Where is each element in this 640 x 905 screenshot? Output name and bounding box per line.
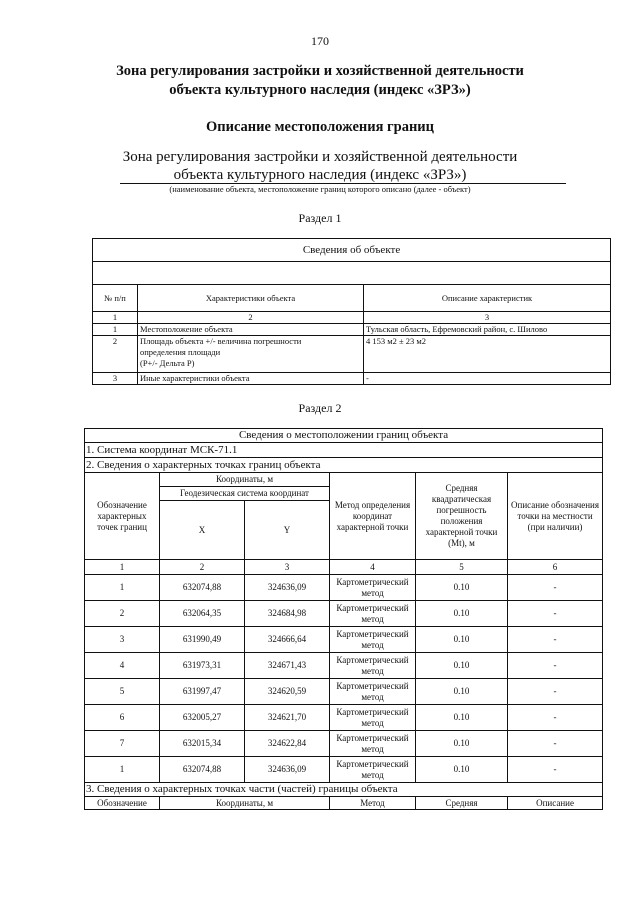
section-1-heading: Раздел 1 — [298, 211, 342, 225]
method-line-1: Картометрический — [336, 706, 409, 717]
point-y: 324671,43 — [245, 653, 330, 679]
method-line-1: Картометрический — [336, 576, 409, 587]
method-line-1: Картометрический — [336, 680, 409, 691]
object-name — [0, 148, 640, 184]
page-number: 170 — [311, 34, 329, 48]
point-x: 632074,88 — [160, 757, 245, 783]
object-info-table — [92, 238, 611, 385]
boundary-points-table — [84, 428, 603, 810]
col-number-4: 4 — [330, 560, 416, 575]
footer-error: Средняя — [416, 797, 508, 810]
col-number-2: 2 — [160, 560, 245, 575]
point-error: 0.10 — [416, 731, 508, 757]
point-error: 0.10 — [416, 575, 508, 601]
row-no: 1 — [93, 324, 138, 336]
method-line-2: метод — [361, 717, 384, 728]
table-row — [85, 679, 603, 705]
header-point-designation: Обозначение характерных точек границ — [85, 473, 160, 560]
table-row — [85, 575, 603, 601]
points-body — [85, 575, 603, 783]
point-y: 324622,84 — [245, 731, 330, 757]
point-error: 0.10 — [416, 679, 508, 705]
table-row — [85, 757, 603, 783]
method-line-2: метод — [361, 743, 384, 754]
method-line-2: метод — [361, 769, 384, 780]
area-line-2: определения площади — [140, 347, 221, 357]
table-row — [93, 336, 611, 373]
method-line-2: метод — [361, 587, 384, 598]
footer-coordinates: Координаты, м — [160, 797, 330, 810]
footer-method: Метод — [330, 797, 416, 810]
method-line-2: метод — [361, 639, 384, 650]
footer-description: Описание — [508, 797, 603, 810]
point-x: 632074,88 — [160, 575, 245, 601]
col-number-1: 1 — [85, 560, 160, 575]
col-number-6: 6 — [508, 560, 603, 575]
method-line-1: Картометрический — [336, 602, 409, 613]
table-row — [85, 601, 603, 627]
parts-heading-row: 3. Сведения о характерных точках части (частей) границы объекта — [85, 783, 603, 797]
method-line-1: Картометрический — [336, 758, 409, 769]
point-method — [330, 575, 416, 601]
boundary-table-title: Сведения о местоположении границ объекта — [85, 429, 603, 443]
point-number: 1 — [85, 757, 160, 783]
point-method — [330, 757, 416, 783]
point-x: 632015,34 — [160, 731, 245, 757]
method-line-2: метод — [361, 665, 384, 676]
header-description: Описание обозначения точки на местности (при наличии) — [508, 473, 603, 560]
point-y: 324636,09 — [245, 757, 330, 783]
section-2-heading: Раздел 2 — [298, 401, 342, 415]
point-method — [330, 627, 416, 653]
object-name-line-2: объекта культурного наследия (индекс «ЗРЗ») — [173, 167, 467, 183]
point-number: 4 — [85, 653, 160, 679]
point-description: - — [508, 627, 603, 653]
point-method — [330, 705, 416, 731]
point-method — [330, 679, 416, 705]
row-no: 3 — [93, 373, 138, 385]
header-error: Средняя квадратическая погрешность положения характерной точки (Mt), м — [416, 473, 508, 560]
point-number: 5 — [85, 679, 160, 705]
table-row — [85, 705, 603, 731]
table-row — [85, 653, 603, 679]
row-characteristic: Местоположение объекта — [138, 324, 364, 336]
document-subtitle: Описание местоположения границ — [205, 119, 435, 135]
method-line-1: Картометрический — [336, 628, 409, 639]
point-method — [330, 653, 416, 679]
object-info-title: Сведения об объекте — [93, 239, 611, 262]
col-number-3: 3 — [364, 312, 611, 324]
point-description: - — [508, 679, 603, 705]
point-y: 324636,09 — [245, 575, 330, 601]
row-characteristic — [138, 336, 364, 373]
object-caption: (наименование объекта, местоположение границ которого описано (далее - объект) — [169, 184, 471, 194]
object-info-blank-row — [93, 262, 611, 285]
point-y: 324621,70 — [245, 705, 330, 731]
area-line-3: (Р+/- Дельта Р) — [140, 358, 195, 368]
header-geodetic-system: Геодезическая система координат — [160, 487, 330, 501]
area-line-1: Площадь объекта +/- величина погрешности — [140, 336, 302, 346]
table-row — [93, 373, 611, 385]
point-error: 0.10 — [416, 653, 508, 679]
point-error: 0.10 — [416, 705, 508, 731]
header-method: Метод определения координат характерной точки — [330, 473, 416, 560]
method-line-2: метод — [361, 613, 384, 624]
point-x: 632064,35 — [160, 601, 245, 627]
coordinate-system-row: 1. Система координат МСК-71.1 — [85, 443, 603, 458]
row-characteristic: Иные характеристики объекта — [138, 373, 364, 385]
footer-point-designation: Обозначение — [85, 797, 160, 810]
method-line-1: Картометрический — [336, 732, 409, 743]
col-header-description: Описание характеристик — [364, 285, 611, 312]
point-description: - — [508, 601, 603, 627]
row-no: 2 — [93, 336, 138, 373]
table-row — [85, 627, 603, 653]
title-line-1: Зона регулирования застройки и хозяйственной деятельности — [116, 63, 524, 79]
point-error: 0.10 — [416, 627, 508, 653]
point-method — [330, 601, 416, 627]
row-description: Тульская область, Ефремовский район, с. Шилово — [364, 324, 611, 336]
point-description: - — [508, 653, 603, 679]
point-number: 2 — [85, 601, 160, 627]
point-description: - — [508, 757, 603, 783]
point-method — [330, 731, 416, 757]
point-y: 324620,59 — [245, 679, 330, 705]
col-header-no: № п/п — [93, 285, 138, 312]
row-description: - — [364, 373, 611, 385]
point-x: 632005,27 — [160, 705, 245, 731]
method-line-2: метод — [361, 691, 384, 702]
point-y: 324684,98 — [245, 601, 330, 627]
point-error: 0.10 — [416, 757, 508, 783]
point-number: 7 — [85, 731, 160, 757]
points-heading-row: 2. Сведения о характерных точках границ объекта — [85, 458, 603, 473]
point-description: - — [508, 731, 603, 757]
header-coordinates: Координаты, м — [160, 473, 330, 487]
point-x: 631973,31 — [160, 653, 245, 679]
table-row — [85, 731, 603, 757]
document-title — [0, 62, 640, 100]
col-number-3: 3 — [245, 560, 330, 575]
col-number-5: 5 — [416, 560, 508, 575]
point-y: 324666,64 — [245, 627, 330, 653]
point-description: - — [508, 705, 603, 731]
point-number: 6 — [85, 705, 160, 731]
point-description: - — [508, 575, 603, 601]
title-line-2: объекта культурного наследия (индекс «ЗРЗ») — [169, 82, 471, 98]
col-number-2: 2 — [138, 312, 364, 324]
col-number-1: 1 — [93, 312, 138, 324]
table-row — [93, 324, 611, 336]
point-x: 631997,47 — [160, 679, 245, 705]
point-error: 0.10 — [416, 601, 508, 627]
col-header-characteristics: Характеристики объекта — [138, 285, 364, 312]
point-number: 3 — [85, 627, 160, 653]
row-description: 4 153 м2 ± 23 м2 — [364, 336, 611, 373]
object-name-line-1: Зона регулирования застройки и хозяйственной деятельности — [122, 149, 518, 165]
header-x: X — [160, 501, 245, 560]
point-x: 631990,49 — [160, 627, 245, 653]
point-number: 1 — [85, 575, 160, 601]
header-y: Y — [245, 501, 330, 560]
method-line-1: Картометрический — [336, 654, 409, 665]
